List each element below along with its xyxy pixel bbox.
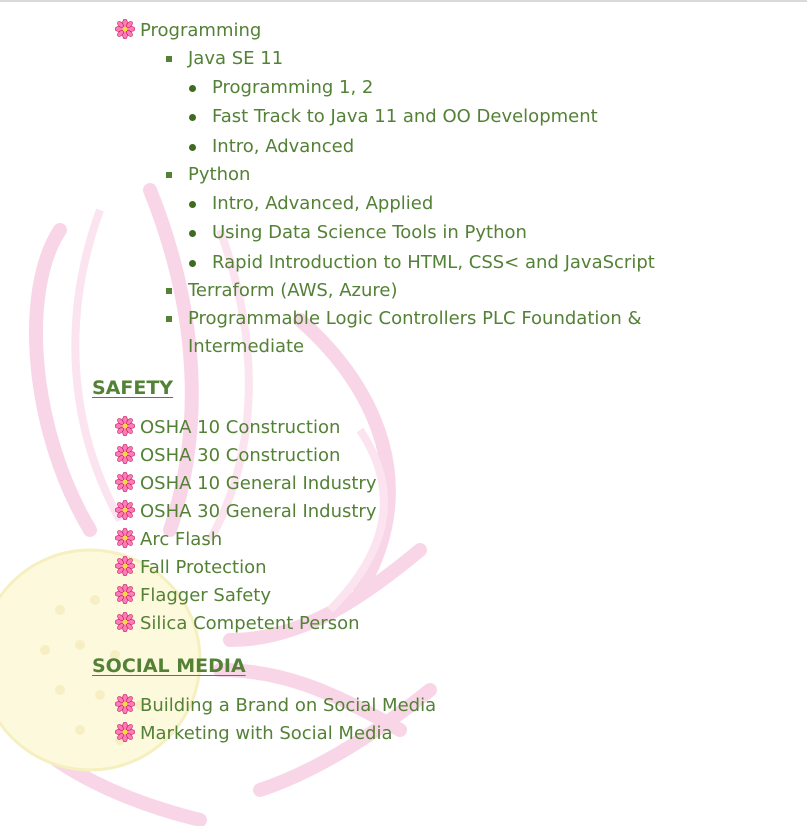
list-item: OSHA 30 General Industry	[140, 501, 377, 522]
social-media-heading: SOCIAL MEDIA	[92, 655, 246, 677]
square-bullet-icon	[166, 172, 172, 178]
dot-bullet-icon	[189, 260, 196, 267]
pink-flower-icon	[115, 612, 135, 632]
dot-bullet-icon	[189, 201, 196, 208]
list-item: Marketing with Social Media	[140, 723, 393, 744]
square-bullet-icon	[166, 316, 172, 322]
python-item: Using Data Science Tools in Python	[212, 222, 527, 243]
plc-label-line2: Intermediate	[188, 336, 305, 357]
square-bullet-icon	[166, 288, 172, 294]
pink-flower-icon	[115, 556, 135, 576]
terraform-label: Terraform (AWS, Azure)	[188, 280, 398, 301]
pink-flower-icon	[115, 416, 135, 436]
pink-flower-icon	[115, 500, 135, 520]
list-item: OSHA 10 Construction	[140, 417, 341, 438]
list-item: Fall Protection	[140, 557, 267, 578]
pink-flower-icon	[115, 472, 135, 492]
java-label: Java SE 11	[188, 48, 284, 69]
dot-bullet-icon	[189, 85, 196, 92]
dot-bullet-icon	[189, 230, 196, 237]
pink-flower-icon	[115, 722, 135, 742]
python-label: Python	[188, 164, 251, 185]
python-item: Intro, Advanced, Applied	[212, 193, 434, 214]
java-item: Programming 1, 2	[212, 77, 374, 98]
list-item: Building a Brand on Social Media	[140, 695, 437, 716]
pink-flower-icon	[115, 528, 135, 548]
list-item: Flagger Safety	[140, 585, 272, 606]
programming-label: Programming	[140, 20, 262, 41]
list-item: OSHA 10 General Industry	[140, 473, 377, 494]
list-item: Silica Competent Person	[140, 613, 360, 634]
list-item: OSHA 30 Construction	[140, 445, 341, 466]
pink-flower-icon	[115, 444, 135, 464]
pink-flower-icon	[115, 19, 135, 39]
pink-flower-icon	[115, 694, 135, 714]
square-bullet-icon	[166, 56, 172, 62]
dot-bullet-icon	[189, 144, 196, 151]
plc-label-line1: Programmable Logic Controllers PLC Foundation &	[188, 308, 642, 329]
dot-bullet-icon	[189, 114, 196, 121]
java-item: Fast Track to Java 11 and OO Development	[212, 106, 598, 127]
safety-heading: SAFETY	[92, 377, 174, 399]
java-item: Intro, Advanced	[212, 136, 355, 157]
list-item: Arc Flash	[140, 529, 223, 550]
python-item: Rapid Introduction to HTML, CSS< and JavaScript	[212, 252, 655, 273]
pink-flower-icon	[115, 584, 135, 604]
